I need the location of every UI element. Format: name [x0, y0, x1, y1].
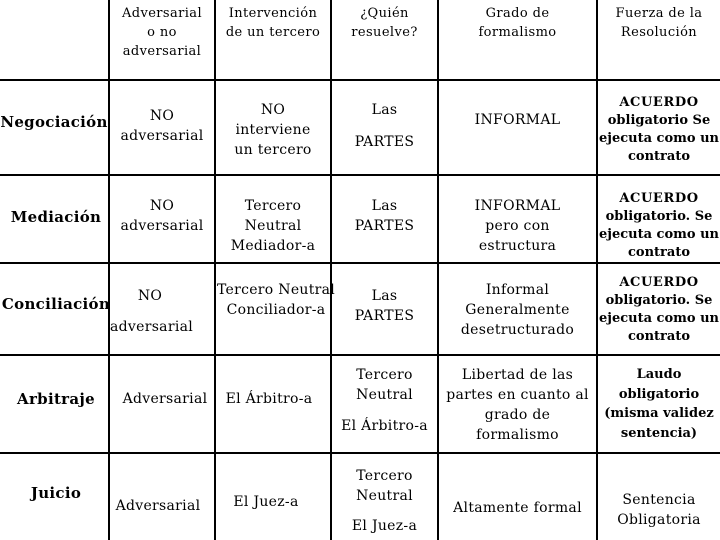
cell-juicio-adversarial	[108, 496, 208, 516]
cell-conciliacion-who	[332, 286, 437, 326]
cell-line: Sentencia	[622, 492, 696, 508]
cell-line: Mediador-a	[230, 238, 316, 254]
header-line: Resolución	[620, 25, 698, 40]
cell-line: Las	[371, 288, 398, 304]
cell-line: Adversarial	[115, 498, 201, 514]
cell-mediacion-intervention	[216, 196, 330, 256]
cell-line: ACUERDO	[619, 191, 699, 206]
cell-line: El Árbitro-a	[225, 391, 313, 407]
cell-line: PARTES	[354, 218, 415, 234]
cell-line: Tercero	[356, 367, 413, 383]
grid-line-horizontal	[0, 452, 720, 454]
cell-line: NO	[260, 102, 286, 118]
cell-line: NO	[149, 198, 175, 214]
row-label-text: Arbitraje	[17, 390, 95, 408]
cell-negociacion-intervention	[216, 100, 330, 160]
header-force	[598, 4, 720, 42]
cell-line: NO	[149, 108, 175, 124]
cell-line: un tercero	[234, 142, 312, 158]
header-who	[332, 4, 437, 42]
grid-line-vertical	[330, 0, 332, 540]
cell-line: desetructurado	[460, 322, 575, 338]
header-formality	[439, 4, 596, 42]
cell-line: formalismo	[476, 427, 559, 443]
cell-conciliacion-adversarial	[110, 286, 194, 337]
cell-line: NO	[137, 288, 163, 304]
cell-arbitraje-who	[332, 365, 437, 436]
header-line: Adversarial	[121, 6, 203, 21]
header-line: formalismo	[478, 25, 557, 40]
header-line: o no	[147, 25, 177, 40]
row-label-juicio	[0, 483, 112, 503]
cell-arbitraje-intervention	[216, 389, 322, 409]
cell-line: El Juez-a	[233, 494, 299, 510]
cell-line: (misma validez	[604, 406, 714, 421]
cell-line: INFORMAL	[474, 198, 561, 214]
header-line: Fuerza de la	[615, 6, 703, 21]
cell-line: estructura	[478, 238, 557, 254]
row-label-text: Juicio	[30, 484, 82, 502]
cell-line: Libertad de las	[461, 367, 574, 383]
cell-negociacion-who	[332, 100, 437, 152]
grid-line-horizontal	[0, 79, 720, 81]
cell-mediacion-who	[332, 196, 437, 236]
cell-line: PARTES	[354, 308, 415, 324]
cell-line: INFORMAL	[474, 112, 561, 128]
cell-line: obligatorio	[618, 386, 700, 402]
cell-negociacion-formality	[439, 110, 596, 130]
cell-line: sentencia)	[620, 425, 698, 441]
cell-line: Obligatoria	[617, 512, 701, 528]
cell-line: Neutral	[244, 218, 302, 234]
cell-line: PARTES	[354, 134, 415, 150]
row-label-negociacion	[0, 112, 108, 132]
cell-line: Generalmente	[465, 302, 570, 318]
header-line: Intervención	[228, 6, 318, 21]
row-label-text: Negociación	[0, 113, 108, 131]
grid-line-horizontal	[0, 262, 720, 264]
cell-line: adversarial	[120, 218, 204, 234]
grid-line-vertical	[596, 0, 598, 540]
cell-line: obligatorio Se	[607, 113, 711, 128]
cell-juicio-who	[332, 466, 437, 536]
row-label-text: Mediación	[10, 208, 102, 226]
cell-arbitraje-formality	[439, 365, 596, 445]
cell-negociacion-adversarial	[110, 106, 214, 146]
header-intervention	[216, 4, 330, 42]
cell-line: Las	[371, 102, 398, 118]
header-line: resuelve?	[351, 25, 418, 40]
cell-conciliacion-force	[598, 274, 720, 346]
cell-line: contrato	[628, 149, 690, 164]
grid-line-vertical	[437, 0, 439, 540]
grid-line-horizontal	[0, 354, 720, 356]
cell-line: partes en cuanto al	[446, 387, 589, 403]
cell-line: Neutral	[356, 488, 413, 504]
cell-line: Conciliador-a	[226, 302, 326, 318]
cell-line: Tercero	[244, 198, 302, 214]
cell-line: El Árbitro-a	[341, 418, 428, 434]
grid-line-vertical	[214, 0, 216, 540]
cell-line: El Juez-a	[351, 518, 418, 534]
grid-line-vertical	[108, 0, 110, 540]
cell-line: ejecuta como un	[598, 227, 719, 242]
grid-line-horizontal	[0, 174, 720, 176]
cell-line: adversarial	[120, 128, 204, 144]
cell-line: ACUERDO	[619, 275, 699, 290]
cell-line: Las	[371, 198, 398, 214]
cell-line: pero con	[485, 218, 550, 234]
row-label-arbitraje	[0, 389, 112, 409]
cell-negociacion-force	[598, 94, 720, 166]
row-label-mediacion	[0, 207, 112, 227]
row-label-text: Conciliación	[1, 295, 111, 313]
row-label-conciliacion	[0, 294, 112, 314]
cell-line: Informal	[485, 282, 550, 298]
cell-juicio-intervention	[216, 492, 316, 512]
cell-line: ACUERDO	[619, 95, 699, 110]
cell-arbitraje-force	[598, 365, 720, 443]
cell-line: Adversarial	[122, 391, 208, 407]
header-line: ¿Quién	[360, 6, 409, 21]
cell-line: grado de	[484, 407, 551, 423]
cell-line: Laudo	[636, 367, 682, 382]
cell-mediacion-adversarial	[110, 196, 214, 236]
header-line: Grado de	[485, 6, 550, 21]
header-line: adversarial	[122, 44, 202, 59]
cell-conciliacion-formality	[439, 280, 596, 340]
cell-mediacion-formality	[439, 196, 596, 256]
cell-line: interviene	[235, 122, 311, 138]
cell-line: Altamente formal	[453, 500, 582, 516]
cell-line: ejecuta como un	[598, 311, 719, 326]
cell-line: obligatorio. Se	[605, 293, 713, 308]
cell-line: ejecuta como un	[598, 131, 719, 146]
cell-line: obligatorio. Se	[605, 209, 713, 224]
cell-line: Tercero Neutral	[216, 282, 336, 298]
cell-line: contrato	[628, 245, 690, 260]
cell-line: adversarial	[110, 319, 194, 335]
header-line: de un tercero	[225, 25, 321, 40]
cell-juicio-formality	[439, 498, 596, 518]
cell-mediacion-force	[598, 190, 720, 262]
header-adversarial	[110, 4, 214, 61]
cell-juicio-force	[598, 490, 720, 530]
cell-line: Neutral	[356, 387, 413, 403]
cell-conciliacion-intervention	[212, 280, 340, 320]
cell-arbitraje-adversarial	[110, 389, 220, 409]
cell-line: contrato	[628, 329, 690, 344]
cell-line: Tercero	[356, 468, 413, 484]
